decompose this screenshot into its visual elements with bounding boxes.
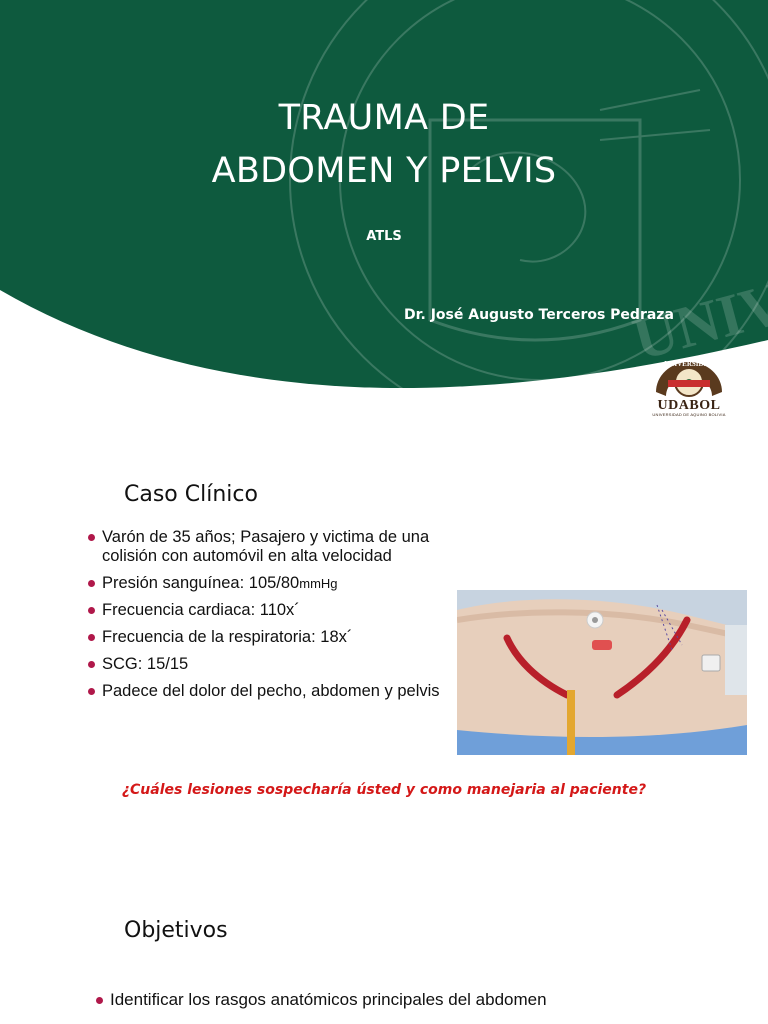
bullet-text: Identificar los rasgos anatómicos principales del abdomen [110, 990, 547, 1009]
logo-arc-text: UNIVERSIDAD [664, 360, 714, 368]
objectives-bullet-list [96, 990, 756, 1010]
case-bullet-list [88, 528, 458, 709]
slide-title [0, 92, 768, 198]
objectives-heading: Objetivos [124, 918, 228, 943]
title-line-2: ABDOMEN Y PELVIS [211, 151, 557, 191]
patient-photo [457, 590, 747, 755]
logo-name: UDABOL [657, 398, 721, 413]
bullet-unit: mmHg [299, 576, 338, 591]
green-banner [0, 0, 768, 400]
author-name: Dr. José Augusto Terceros Pedraza [404, 307, 674, 323]
bullet-item [88, 528, 458, 566]
bullet-dot-icon [88, 634, 95, 641]
bullet-item [88, 628, 458, 647]
bullet-dot-icon [96, 997, 103, 1004]
subtitle: ATLS [366, 229, 402, 244]
bullet-text: Padece del dolor del pecho, abdomen y pelvis [102, 682, 440, 700]
bullet-item [88, 574, 458, 593]
logo-subtitle: UNIVERSIDAD DE AQUINO BOLIVIA [652, 412, 726, 417]
bullet-item [88, 601, 458, 620]
bullet-dot-icon [88, 534, 95, 541]
case-heading: Caso Clínico [124, 482, 258, 507]
bullet-dot-icon [88, 661, 95, 668]
case-slide [0, 430, 768, 870]
bullet-text: Varón de 35 años; Pasajero y victima de una colisión con automóvil en alta velocidad [102, 528, 430, 565]
bullet-text: SCG: 15/15 [102, 655, 189, 673]
bullet-dot-icon [88, 607, 95, 614]
case-question: ¿Cuáles lesiones sospecharía ústed y como manejaria al paciente? [121, 782, 647, 798]
title-slide [0, 0, 768, 430]
bullet-item [96, 990, 756, 1010]
bullet-dot-icon [88, 580, 95, 587]
bullet-item [88, 655, 458, 674]
objectives-slide [0, 870, 768, 1024]
title-line-1: TRAUMA DE [278, 98, 490, 138]
bullet-text: Frecuencia de la respiratoria: 18x´ [102, 628, 353, 646]
bullet-text: Frecuencia cardiaca: 110x´ [102, 601, 300, 619]
bullet-dot-icon [88, 688, 95, 695]
bullet-item [88, 682, 458, 701]
bullet-text: Presión sanguínea: 105/80 [102, 574, 300, 592]
